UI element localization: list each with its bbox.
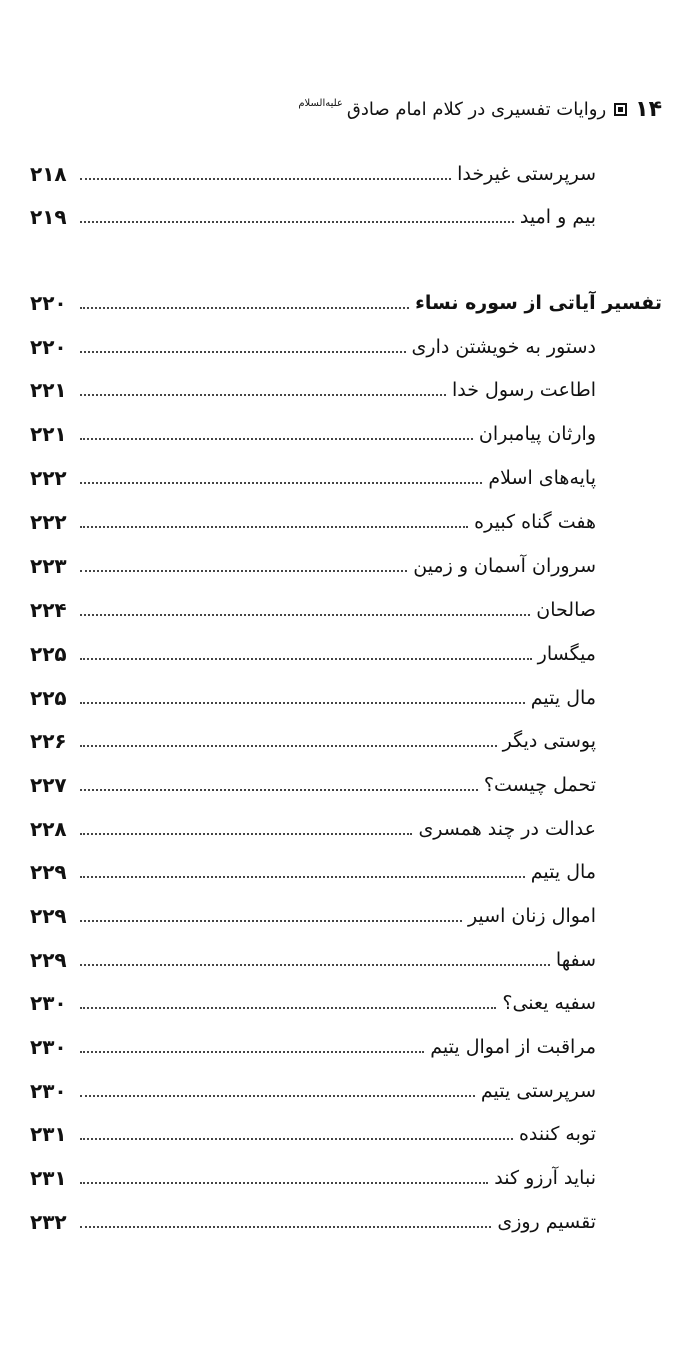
toc-entry-title: سروران آسمان و زمین <box>413 555 596 577</box>
toc-entry-page: ۲۲۲ <box>30 510 67 534</box>
dot-leader <box>80 1226 491 1228</box>
toc-entry-page: ۲۲۳ <box>30 554 67 578</box>
toc-entry-title: تقسیم روزی <box>497 1211 596 1233</box>
toc-entry <box>30 722 662 760</box>
toc-entry-title: تحمل چیست؟ <box>483 774 596 796</box>
dot-leader <box>80 307 409 309</box>
toc-entry-page: ۲۲۰ <box>30 335 67 359</box>
toc-entry <box>30 371 662 409</box>
toc-entry-title: مال یتیم <box>530 687 596 709</box>
dot-leader <box>80 394 446 396</box>
dot-leader <box>80 876 525 878</box>
dot-leader <box>80 789 478 791</box>
honorific-glyph: علیه‌السلام <box>298 97 343 109</box>
toc-entry <box>30 941 662 979</box>
toc-entry <box>30 547 662 585</box>
toc-entry-title: سرپرستی غیرخدا <box>457 163 596 185</box>
toc-entry-page: ۲۳۱ <box>30 1166 67 1190</box>
toc-entry-title: پوستی دیگر <box>502 730 596 752</box>
toc-entry <box>30 897 662 935</box>
toc-entry <box>30 415 662 453</box>
dot-leader <box>80 1182 488 1184</box>
toc-entry-title: نباید آرزو کند <box>494 1167 596 1189</box>
toc-entry-page: ۲۲۱ <box>30 422 67 446</box>
toc-entry-page: ۲۲۶ <box>30 729 67 753</box>
toc-entry-title: توبه کننده <box>518 1123 596 1145</box>
toc-entry <box>30 635 662 673</box>
toc-entry-title: پایه‌های اسلام <box>488 467 596 489</box>
toc-entry-title: مراقبت از اموال یتیم <box>430 1036 596 1058</box>
toc-entry-page: ۲۲۹ <box>30 860 67 884</box>
toc-entry-title: سفیه یعنی؟ <box>502 992 596 1014</box>
toc-entry <box>30 810 662 848</box>
square-bullet-icon <box>614 103 627 116</box>
toc-entry-title: میگسار <box>537 643 596 665</box>
toc-entry <box>30 591 662 629</box>
toc-entry-page: ۲۲۲ <box>30 466 67 490</box>
toc-entry-page: ۲۲۱ <box>30 378 67 402</box>
toc-entry-title: عدالت در چند همسری <box>418 818 596 840</box>
toc-entry-page: ۲۲۰ <box>30 291 67 315</box>
toc-entry <box>30 1028 662 1066</box>
toc-entry <box>30 1159 662 1197</box>
dot-leader <box>80 351 406 353</box>
dot-leader <box>80 482 482 484</box>
dot-leader <box>80 833 412 835</box>
dot-leader <box>80 438 473 440</box>
dot-leader <box>80 745 497 747</box>
toc-entry <box>30 766 662 804</box>
toc-entry-page: ۲۲۹ <box>30 948 67 972</box>
dot-leader <box>80 1095 475 1097</box>
dot-leader <box>80 221 514 223</box>
dot-leader <box>80 178 451 180</box>
toc-entry <box>30 984 662 1022</box>
toc-entry-page: ۲۳۲ <box>30 1210 67 1234</box>
toc-entry-title: سفها <box>555 949 596 971</box>
toc-entry-page: ۲۲۸ <box>30 817 67 841</box>
toc-section-heading <box>30 284 662 322</box>
toc-entry-title: اطاعت رسول خدا <box>452 379 596 401</box>
toc-entry-title: مال یتیم <box>530 861 596 883</box>
toc-entry-title: هفت گناه کبیره <box>474 511 596 533</box>
toc-entry-page: ۲۲۹ <box>30 904 67 928</box>
dot-leader <box>80 614 530 616</box>
toc-entry-page: ۲۲۴ <box>30 598 67 622</box>
toc-entry <box>30 1115 662 1153</box>
dot-leader <box>80 526 468 528</box>
dot-leader <box>80 1051 424 1053</box>
toc-entry-page: ۲۳۰ <box>30 1079 67 1103</box>
dot-leader <box>80 1138 513 1140</box>
toc-entry <box>30 1072 662 1110</box>
toc-entry-title: وارثان پیامبران <box>478 423 596 445</box>
toc-entry-title: صالحان <box>536 599 596 621</box>
toc-entry-page: ۲۲۵ <box>30 642 67 666</box>
toc-entry <box>30 459 662 497</box>
toc-entry <box>30 198 662 236</box>
toc-entry-page: ۲۳۰ <box>30 1035 67 1059</box>
toc-entry <box>30 155 662 193</box>
toc-entry-title: اموال زنان اسیر <box>467 905 596 927</box>
dot-leader <box>80 702 525 704</box>
dot-leader <box>80 964 550 966</box>
toc-entry-page: ۲۱۸ <box>30 162 67 186</box>
toc-entry <box>30 328 662 366</box>
toc-entry-page: ۲۳۰ <box>30 991 67 1015</box>
toc-entry-title: دستور به خویشتن داری <box>411 336 596 358</box>
running-header <box>38 92 662 126</box>
toc-entry-title: سرپرستی یتیم <box>480 1080 596 1102</box>
dot-leader <box>80 920 462 922</box>
toc-entry-page: ۲۱۹ <box>30 205 67 229</box>
toc-entry-title: بیم و امید <box>519 206 596 228</box>
dot-leader <box>80 1007 496 1009</box>
toc-entry <box>30 679 662 717</box>
toc-entry <box>30 1203 662 1241</box>
toc-entry-title: تفسیر آیاتی از سوره نساء <box>415 292 662 314</box>
book-title: روایات تفسیری در کلام امام صادق <box>346 98 607 120</box>
dot-leader <box>80 570 407 572</box>
toc-entry <box>30 503 662 541</box>
toc-entry-page: ۲۳۱ <box>30 1122 67 1146</box>
toc-entry <box>30 853 662 891</box>
toc-entry-page: ۲۲۵ <box>30 686 67 710</box>
toc-entry-page: ۲۲۷ <box>30 773 67 797</box>
dot-leader <box>80 658 532 660</box>
page-number: ۱۴ <box>635 96 662 122</box>
